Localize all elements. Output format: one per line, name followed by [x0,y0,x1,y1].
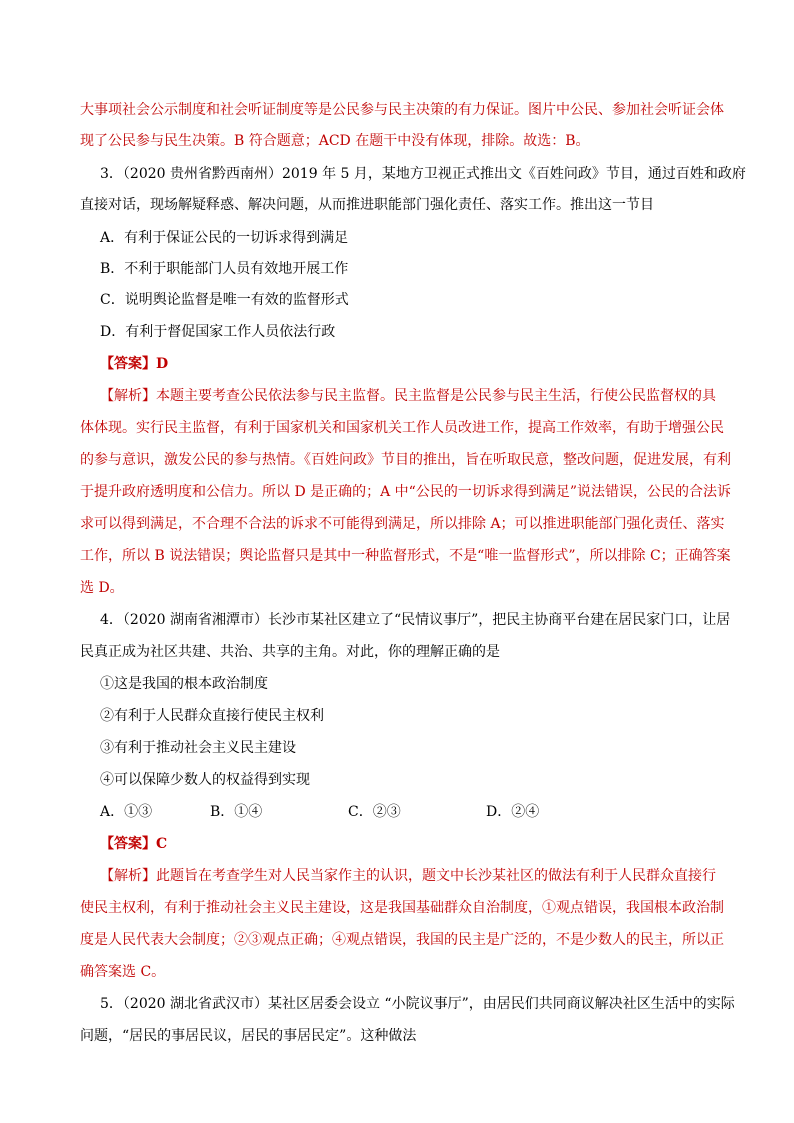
option-a: A．有利于保证公民的一切诉求得到满足 [100,230,349,246]
option-d: D．有利于督促国家工作人员依法行政 [100,324,336,340]
question-4-stem: 4．（2020 湖南省湘潭市）长沙市某社区建立了“民情议事厅”，把民主协商平台建在居民家门口，让居 [100,612,731,628]
option-c: C．说明舆论监督是唯一有效的监督形式 [100,292,349,308]
statement-3: ③有利于推动社会主义民主建设 [100,740,296,756]
statement-1: ①这是我国的根本政治制度 [100,676,268,692]
analysis-line: 确答案选 C。 [80,964,166,980]
analysis-line: 【解析】本题主要考查公民依法参与民主监督。民主监督是公民参与民主生活，行使公民监督权的具 [100,388,716,404]
text-line: 问题，“居民的事居民议，居民的事居民定”。这种做法 [80,1028,417,1044]
option-d: D．②④ [486,804,540,820]
analysis-line: 【解析】此题旨在考查学生对人民当家作主的认识，题文中长沙某社区的做法有利于人民群众直接行 [100,868,716,884]
analysis-line: 选 D。 [80,580,124,596]
statement-2: ②有利于人民群众直接行使民主权利 [100,708,324,724]
q4-options-row [100,802,660,822]
analysis-line: 的参与意识，激发公民的参与热情。《百姓问政》节目的推出，旨在听取民意，整改问题，促进发展，有利 [80,452,731,468]
analysis-line: 体体现。实行民主监督，有利于国家机关和国家机关工作人员改进工作，提高工作效率，有助于增强公民 [80,420,724,436]
option-b: B．不利于职能部门人员有效地开展工作 [100,261,349,277]
option-b: B．①④ [210,804,263,820]
option-a: A．①③ [100,804,153,820]
analysis-line: 使民主权利，有利于推动社会主义民主建设，这是我国基础群众自治制度，①观点错误，我国根本政治制 [80,900,724,916]
analysis-line: 于提升政府透明度和公信力。所以 D 是正确的；A 中“公民的一切诉求得到满足”说法错误，公民的合法诉 [80,484,731,500]
text-line: 直接对话，现场解疑释惑、解决问题，从而推进职能部门强化责任、落实工作。推出这一节目 [80,197,654,213]
question-5-stem: 5．（2020 湖北省武汉市）某社区居委会设立 “小院议事厅”，由居民们共同商议解决社区生活中的实际 [100,996,735,1012]
analysis-line: 求可以得到满足，不合理不合法的诉求不可能得到满足，所以排除 A；可以推进职能部门强化责任、落实 [80,516,725,532]
analysis-line: 度是人民代表大会制度；②③观点正确；④观点错误，我国的民主是广泛的，不是少数人的民主，所以正 [80,932,724,948]
analysis-line: 工作，所以 B 说法错误；舆论监督只是其中一种监督形式，不是“唯一监督形式”，所以排除 C；正确答案 [80,548,731,564]
question-3-stem: 3．（2020 贵州省黔西南州）2019 年 5 月，某地方卫视正式推出文《百姓问政》节目，通过百姓和政府 [100,166,746,182]
option-c: C．②③ [348,804,401,820]
text-line: 民真正成为社区共建、共治、共享的主角。对此，你的理解正确的是 [80,644,500,660]
text-line: 大事项社会公示制度和社会听证制度等是公民参与民主决策的有力保证。图片中公民、参加社会听证会体 [80,102,724,118]
answer-label: 【答案】C [100,836,168,852]
statement-4: ④可以保障少数人的权益得到实现 [100,772,310,788]
answer-label: 【答案】D [100,356,169,372]
text-line: 现了公民参与民生决策。B 符合题意；ACD 在题干中没有体现，排除。故选：B。 [80,133,590,149]
